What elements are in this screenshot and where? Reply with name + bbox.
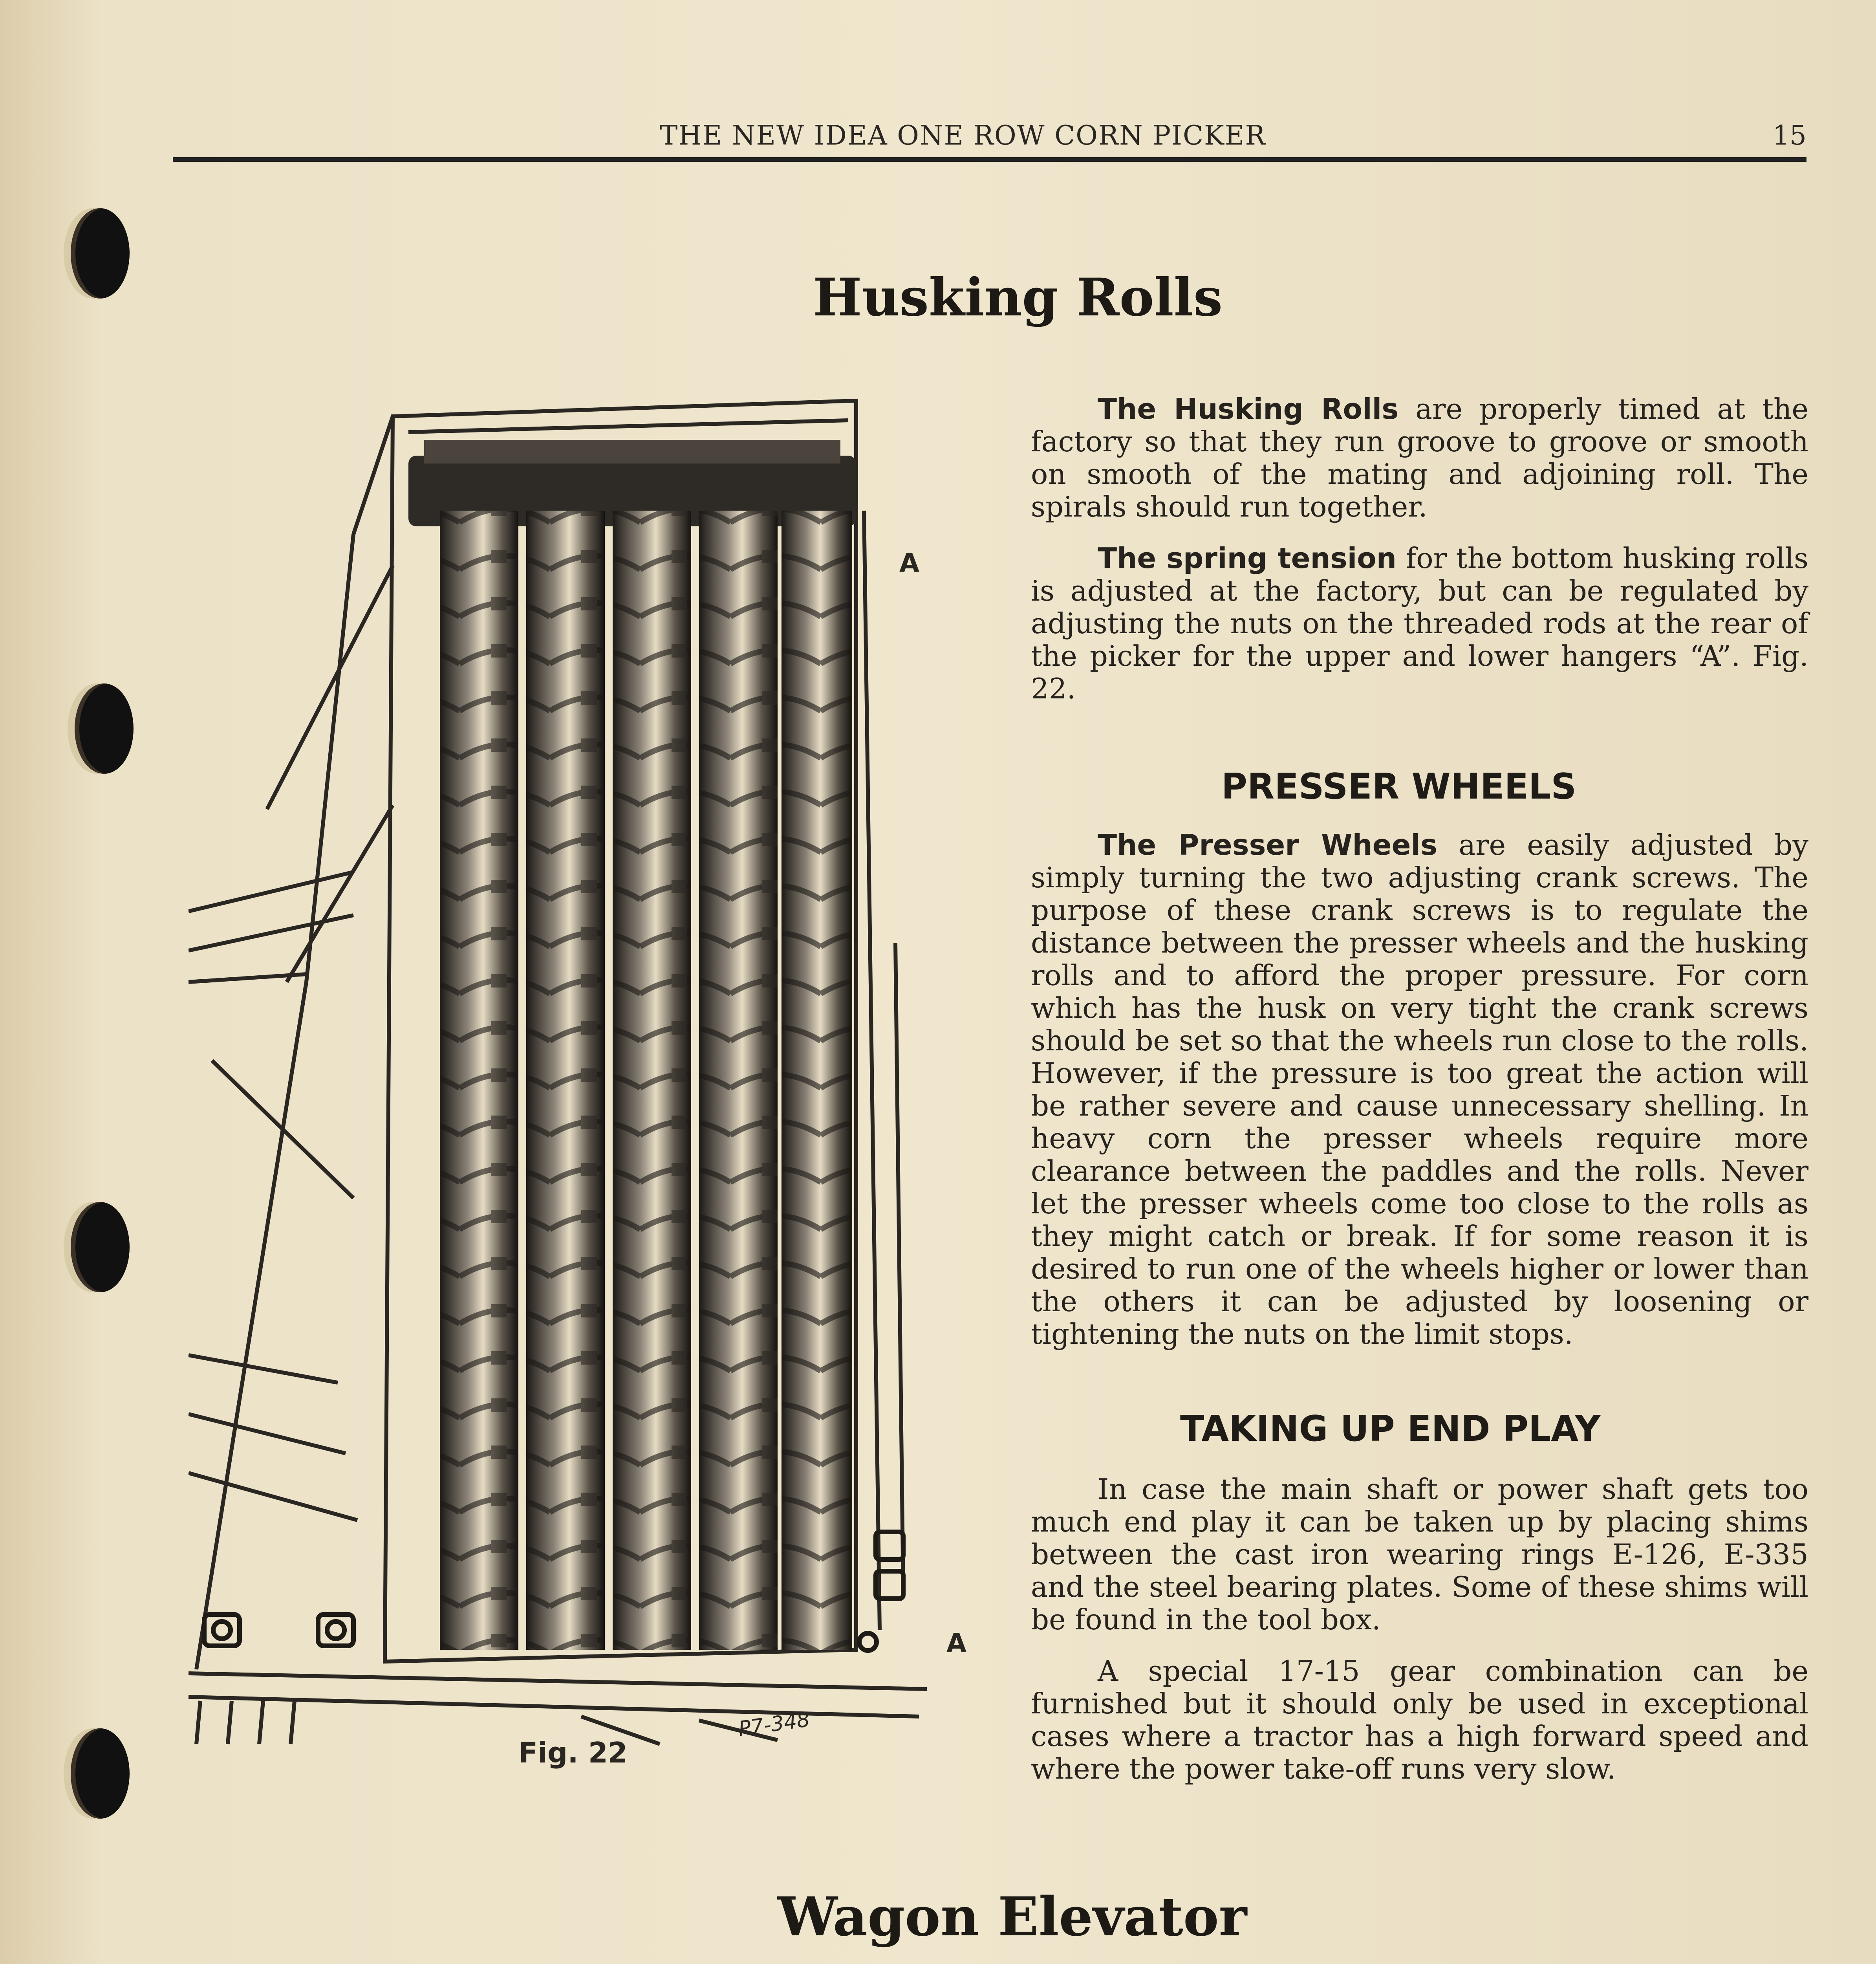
page-number: 15	[1772, 120, 1806, 151]
husking-rolls	[440, 511, 852, 1650]
hanger-label-a-upper: A	[899, 548, 920, 578]
figure-code: P7-348	[737, 1708, 811, 1741]
end-play-paragraph-1: In case the main shaft or power shaft gets too much end play it can be taken up by placing shims between the cast iron wearing rings E-126, E-335 and the steel bearing plates. Some of these shims will be found in the tool box.	[1031, 1473, 1808, 1636]
wagon-elevator-title: Wagon Elevator	[778, 1885, 1247, 1948]
end-play-text	[1031, 1473, 1808, 1804]
end-play-paragraph-2: A special 17-15 gear combination can be furnished but it should only be used in exceptional cases where a tractor has a high forward speed and where the power take-off runs very slow.	[1031, 1654, 1808, 1785]
punch-hole	[71, 208, 130, 299]
hanger-label-a-lower: A	[946, 1628, 967, 1658]
husking-rolls-title: Husking Rolls	[813, 267, 1223, 328]
running-title: THE NEW IDEA ONE ROW CORN PICKER	[660, 120, 1266, 151]
presser-wheels-title: PRESSER WHEELS	[1221, 766, 1577, 807]
husking-rolls-illustration	[189, 393, 974, 1748]
husking-rolls-paragraph-1: The Husking Rolls are properly timed at the factory so that they run groove to groove or smooth on smooth of the mating and adjoining roll. The spirals should run together.	[1031, 392, 1808, 523]
figure-caption: Fig. 22	[518, 1736, 628, 1769]
punch-hole	[71, 1728, 130, 1819]
punch-hole	[75, 683, 134, 774]
presser-wheels-paragraph: The Presser Wheels are easily adjusted by simply turning the two adjusting crank screws. The purpose of these crank screws is to regulate the distance between the presser wheels and the husking rolls and to afford the proper pressure. For corn which has the husk on very tight the crank screws should be set so that the wheels run close to the rolls. However, if the pressure is too great the action will be rather severe and cause unnecessary shelling. In heavy corn the presser wheels require more clearance between the paddles and the rolls. Never let the presser wheels come too close to the rolls as they might catch or break. If for some reason it is desired to run one of the wheels higher or lower than the others it can be adjusted by loosening or tightening the nuts on the limit stops.	[1031, 828, 1809, 1350]
end-play-title: TAKING UP END PLAY	[1180, 1408, 1601, 1449]
running-header	[173, 118, 1806, 162]
presser-wheels-text	[1031, 829, 1808, 1369]
punch-hole	[71, 1202, 130, 1292]
husking-rolls-paragraph-2: The spring tension for the bottom husking rolls is adjusted at the factory, but can be regulated by adjusting the nuts on the threaded rods at the rear of the picker for the upper and lower hangers “A”. Fig. 22.	[1031, 542, 1808, 705]
husking-rolls-text	[1031, 393, 1808, 724]
